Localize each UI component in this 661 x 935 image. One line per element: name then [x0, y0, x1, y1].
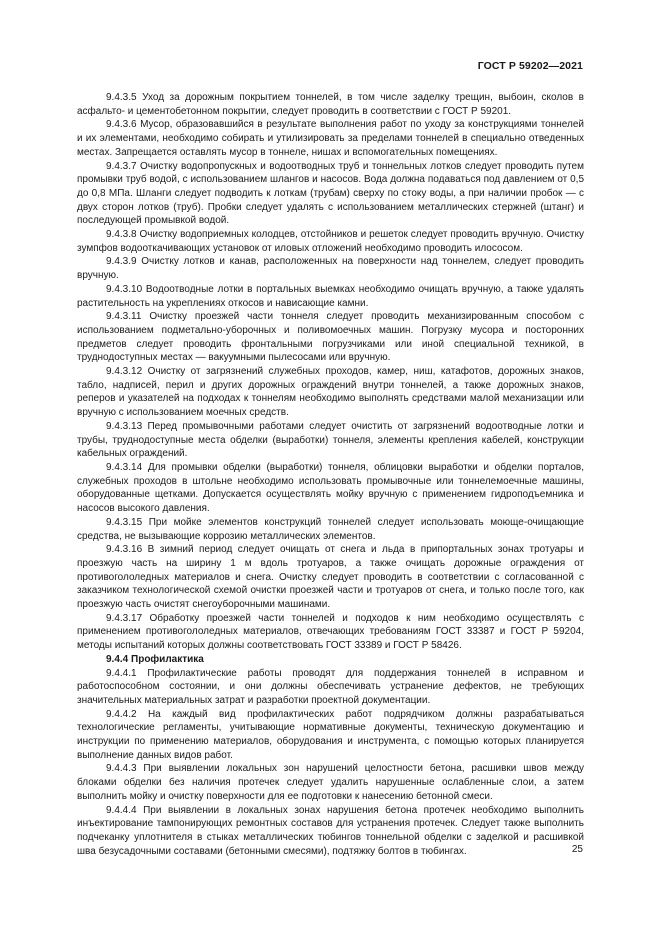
- section-heading-9-4-4: 9.4.4 Профилактика: [106, 653, 204, 665]
- page-number: 25: [571, 844, 583, 855]
- paragraph-9-4-3-11: 9.4.3.11 Очистку проезжей части тоннеля следует проводить механизированным способом с использованием подметально-уборочных и поливомоечных машин. Погрузку мусора и посторонних предметов следует проводить фронтальными погрузчиками или иной специальной техникой, в труднодоступных местах — вакуумными пылесосами или вручную.: [77, 311, 584, 364]
- paragraph-9-4-3-17: 9.4.3.17 Обработку проезжей части тоннелей и подходов к ним необходимо осуществлять с применением противогололедных материалов, отвечающих требованиям ГОСТ 33387 и ГОСТ Р 59204, методы испытаний которых должны соответствовать ГОСТ 33389 и ГОСТ Р 58426.: [77, 612, 584, 652]
- paragraph-9-4-4-2: 9.4.4.2 На каждый вид профилактических работ подрядчиком должны разрабатываться технологические регламенты, учитывающие нормативные документы, техническую документацию и инструкции по применению материалов, оборудования и инструмента, с помощью которых планируется выполнение данных видов работ.: [77, 708, 584, 761]
- paragraph-9-4-4-3: 9.4.4.3 При выявлении локальных зон нарушений целостности бетона, расшивки швов между блоками обделки без наличия протечек следует удалить нарушенные ослабленные слои, а затем выполнить мойку и очистку поверхности для ее подготовки к нанесению бетонной смеси.: [77, 763, 584, 802]
- paragraph-9-4-3-10: 9.4.3.10 Водоотводные лотки в портальных выемках необходимо очищать вручную, а также удалять растительность на укреплениях откосов и нависающие камни.: [77, 283, 584, 309]
- document-body: [77, 91, 584, 858]
- document-header: ГОСТ Р 59202—2021: [477, 60, 583, 72]
- paragraph-9-4-3-15: 9.4.3.15 При мойке элементов конструкций тоннелей следует использовать моюще-очищающие средства, не вызывающие коррозию металлических элементов.: [77, 516, 584, 542]
- paragraph-9-4-3-6: 9.4.3.6 Мусор, образовавшийся в результате выполнения работ по уходу за конструкциями тоннелей и их элементами, необходимо собирать и утилизировать за пределами тоннелей в специально отведенных местах. Запрещается оставлять мусор в тоннеле, нишах и вспомогательных помещениях.: [77, 119, 584, 158]
- paragraph-9-4-3-5: 9.4.3.5 Уход за дорожным покрытием тоннелей, в том числе заделку трещин, выбоин, сколов в асфальто- и цементобетонном покрытии, следует проводить в соответствии с ГОСТ Р 59201.: [77, 92, 584, 117]
- paragraph-9-4-3-7: 9.4.3.7 Очистку водопропускных и водоотводных труб и тоннельных лотков следует проводить путем промывки труб водой, с использованием шлангов и насосов. Вода должна подаваться под давлением от 0,5 до 0,8 МПа. Шланги следует подводить к лоткам (трубам) сверху по стоку воды, а при наличии пробок — с двух сторон лотков (труб). Пробки следует удалять с использованием металлических стержней (штанг) и последующей промывкой водой.: [77, 160, 584, 227]
- paragraph-9-4-3-16: 9.4.3.16 В зимний период следует очищать от снега и льда в припортальных зонах тротуары и проезжую часть на ширину 1 м вдоль тротуаров, а также очищать дорожные ограждения от противогололедных материалов и снега. Очистку следует проводить в соответствии с согласованной с заказчиком технологической схемой очистки проезжей части и тротуаров от снега, и только после того, как проезжую часть очистят снегоуборочными машинами.: [77, 544, 584, 611]
- paragraph-9-4-3-8: 9.4.3.8 Очистку водоприемных колодцев, отстойников и решеток следует проводить вручную. Очистку зумпфов водооткачивающих установок от иловых отложений необходимо проводить илососом.: [77, 229, 584, 254]
- paragraph-9-4-3-14: 9.4.3.14 Для промывки обделки (выработки) тоннеля, облицовки выработки и обделки порталов, служебных проходов в штольне необходимо использовать промывочные или тоннелемоечные машины, оборудованные щетками. Допускается осуществлять мойку вручную с применением гидроподъемника и насосов высокого давления.: [77, 461, 584, 515]
- paragraph-9-4-3-13: 9.4.3.13 Перед промывочными работами следует очистить от загрязнений водоотводные лотки и трубы, труднодоступные места обделки (выработки) тоннеля, элементы крепления кабелей, конструкции кабельных ограждений.: [77, 420, 584, 460]
- paragraph-9-4-3-12: 9.4.3.12 Очистку от загрязнений служебных проходов, камер, ниш, катафотов, дорожных знаков, табло, надписей, перил и других дорожных ограждений внутри тоннелей, а также дорожных знаков, реперов и указателей на подходах к тоннелям необходимо выполнять средствами малой механизации или вручную с использованием моечных средств.: [77, 366, 584, 419]
- paragraph-9-4-4-4: 9.4.4.4 При выявлении в локальных зонах нарушения бетона протечек необходимо выполнить инъектирование тампонирующих ремонтных составов для устранения протечек. Следует также выполнить подчеканку уплотнителя в стыках металлических тюбингов тоннельной обделки с заделкой и расшивкой шва безусадочными составами (бетонными смесями), подтяжку болтов в тюбингах.: [77, 804, 584, 857]
- paragraph-9-4-4-1: 9.4.4.1 Профилактические работы проводят для поддержания тоннелей в исправном и работоспособном состоянии, и они должны обеспечивать устранение дефектов, не требующих значительных материальных затрат и разработки проектной документации.: [77, 667, 584, 706]
- paragraph-9-4-3-9: 9.4.3.9 Очистку лотков и канав, расположенных на поверхности над тоннелем, следует проводить вручную.: [77, 256, 584, 282]
